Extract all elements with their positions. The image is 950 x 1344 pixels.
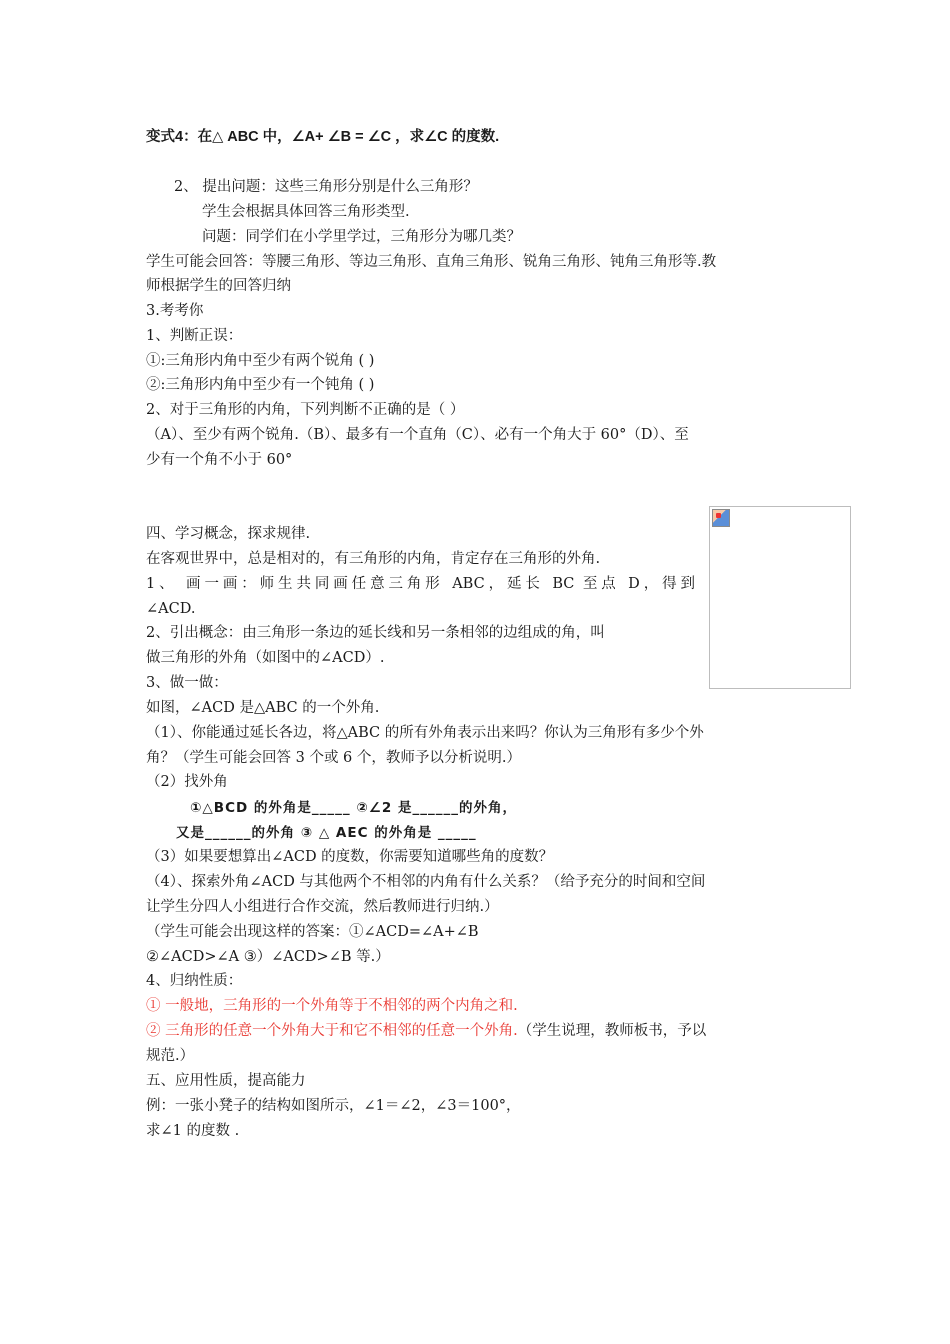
property-2-line xyxy=(146,1021,706,1041)
task-3: （3）如果要想算出∠ACD 的度数，你需要知道哪些角的度数？ xyxy=(146,849,554,865)
handwritten-line-1: ①△BCD 的外角是_____ ②∠2 是______的外角， xyxy=(190,800,517,816)
question-2-follow: 问题：同学们在小学里学过，三角形分为哪几类？ xyxy=(202,229,521,245)
concept-line-2: 做三角形的外角（如图中的∠ACD）. xyxy=(146,650,385,666)
do-heading: 3、做一做： xyxy=(146,675,228,691)
judge-question-2: 2、对于三角形的内角，下列判断不正确的是（ ） xyxy=(146,402,465,418)
property-2-tail: （学生说理，教师板书，予以 xyxy=(517,1023,707,1039)
task-2-heading: （2）找外角 xyxy=(146,774,228,790)
handwritten-line-2: 又是______的外角 ③ △ AEC 的外角是 _____ xyxy=(176,825,477,841)
task-4-line-2: 让学生分四人小组进行合作交流，然后教师进行归纳.） xyxy=(146,899,499,915)
example-line-1: 例：一张小凳子的结构如图所示，∠1＝∠2，∠3＝100°， xyxy=(146,1098,521,1114)
example-line-2: 求∠1 的度数 . xyxy=(146,1123,240,1139)
figure-placeholder xyxy=(709,506,851,689)
answer-line-1: 学生可能会回答：等腰三角形、等边三角形、直角三角形、锐角三角形、钝角三角形等.教 xyxy=(146,254,717,270)
possible-answers-2: ②∠ACD>∠A ③）∠ACD>∠B 等.） xyxy=(146,949,390,965)
section-5-heading: 五、应用性质，提高能力 xyxy=(146,1073,306,1089)
concept-line-1: 2、引出概念：由三角形一条边的延长线和另一条相邻的边组成的角，叫 xyxy=(146,625,605,641)
variant-4-question: 变式4：在△ ABC 中，∠A+ ∠B = ∠C ，求∠C 的度数. xyxy=(146,129,500,145)
task-4-line-1: （4）、探索外角∠ACD 与其他两个不相邻的内角有什么关系？（给予充分的时间和空间 xyxy=(146,874,706,890)
broken-image-icon xyxy=(712,509,730,527)
figure-caption: 如图，∠ACD 是△ABC 的一个外角. xyxy=(146,700,380,716)
task-1-line-1: （1）、你能通过延长各边，将△ABC 的所有外角表示出来吗？你认为三角形有多少个外 xyxy=(146,725,704,741)
judge-options-2: 少有一个角不小于 60° xyxy=(146,452,293,468)
judge-item-1: ①:三角形内角中至少有两个锐角 ( ) xyxy=(146,353,375,369)
draw-step-line-1: 1、 画一画：师生共同画任意三角形 ABC，延长 BC 至点 D，得到 xyxy=(146,576,695,592)
possible-answers-1: （学生可能会出现这样的答案：①∠ACD=∠A+∠B xyxy=(146,924,479,940)
judge-item-2: ②:三角形内角中至少有一个钝角 ( ) xyxy=(146,377,375,393)
judge-options-1: （A）、至少有两个锐角.（B）、最多有一个直角（C）、必有一个角大于 60°（D）、至 xyxy=(146,427,689,443)
judge-heading: 1、判断正误： xyxy=(146,328,243,344)
draw-step-line-2: ∠ACD. xyxy=(146,601,196,617)
section-3-heading: 3.考考你 xyxy=(146,303,204,319)
property-1: ① 一般地，三角形的一个外角等于不相邻的两个内角之和. xyxy=(146,998,518,1014)
question-2-note: 学生会根据具体回答三角形类型. xyxy=(202,204,410,220)
property-2-tail-2: 规范.） xyxy=(146,1048,195,1064)
question-2: 2、 提出问题：这些三角形分别是什么三角形？ xyxy=(174,179,478,195)
section-4-heading: 四、学习概念，探求规律. xyxy=(146,526,311,542)
summary-heading: 4、归纳性质： xyxy=(146,973,243,989)
paragraph-outer-angle: 在客观世界中，总是相对的，有三角形的内角，肯定存在三角形的外角. xyxy=(146,551,601,567)
answer-line-2: 师根据学生的回答归纳 xyxy=(146,278,291,294)
property-2: ② 三角形的任意一个外角大于和它不相邻的任意一个外角. xyxy=(146,1023,518,1039)
task-1-line-2: 角？（学生可能会回答 3 个或 6 个，教师予以分析说明.） xyxy=(146,750,521,766)
